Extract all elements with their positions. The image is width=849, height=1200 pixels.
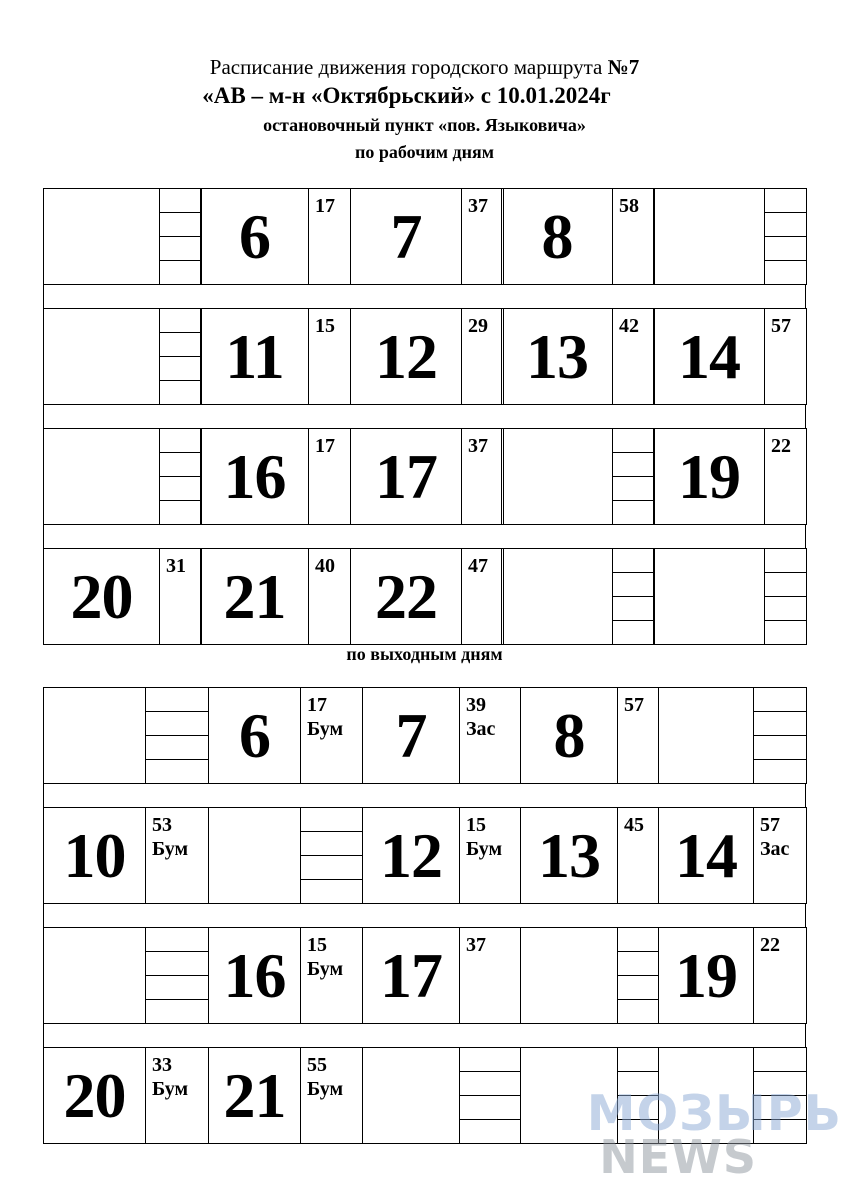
hour-value: 14 [675, 819, 737, 891]
hour-cell [43, 428, 160, 525]
minute-divider [618, 999, 658, 1000]
minute-value: 15 [307, 934, 327, 956]
row-separator [43, 783, 806, 808]
minute-value: 45 [624, 814, 644, 836]
minute-cell [617, 807, 659, 904]
minute-divider [160, 452, 201, 453]
hour-value: 17 [380, 939, 442, 1011]
hour-value: 7 [390, 200, 422, 272]
hour-cell [43, 188, 160, 285]
hour-value: 22 [375, 560, 437, 632]
minute-divider [613, 452, 654, 453]
minute-value: 37 [468, 195, 488, 217]
minute-divider [765, 620, 806, 621]
minute-divider [160, 500, 201, 501]
minute-value: 55 [307, 1054, 327, 1076]
minute-value: 22 [771, 435, 791, 457]
minute-cell [612, 548, 655, 645]
trip-note: Бум [466, 838, 503, 860]
minute-value: 37 [468, 435, 488, 457]
hour-cell [653, 188, 765, 285]
hour-value: 16 [223, 440, 286, 512]
minute-divider [765, 212, 806, 213]
weekends-row [43, 807, 806, 903]
minute-divider [613, 476, 654, 477]
weekends-row [43, 687, 806, 783]
hour-cell [501, 548, 613, 645]
minute-divider [160, 212, 201, 213]
weekdays-row [43, 188, 806, 284]
hour-value: 13 [538, 819, 600, 891]
trip-note: Зас [760, 838, 790, 860]
minute-cell [300, 1047, 363, 1144]
minute-value: 22 [760, 934, 780, 956]
minute-divider [160, 332, 201, 333]
hour-cell [43, 1047, 146, 1144]
minute-cell [612, 188, 655, 285]
hour-cell [200, 308, 309, 405]
minute-value: 31 [166, 555, 186, 577]
hour-value: 14 [678, 320, 740, 392]
minute-cell [764, 428, 807, 525]
schedule-title [0, 55, 849, 80]
hour-cell [200, 188, 309, 285]
minute-divider [613, 596, 654, 597]
minute-divider [460, 1095, 520, 1096]
weekdays-row [43, 428, 806, 524]
minute-cell [459, 807, 521, 904]
minute-value: 47 [468, 555, 488, 577]
minute-cell [459, 1047, 521, 1144]
hour-cell [362, 927, 460, 1024]
minute-cell [159, 188, 202, 285]
minute-cell [300, 807, 363, 904]
hour-value: 8 [553, 699, 585, 771]
minute-value: 15 [315, 315, 335, 337]
minute-divider [301, 879, 362, 880]
hour-value: 10 [63, 819, 126, 891]
hour-cell [658, 927, 754, 1024]
minute-divider [613, 500, 654, 501]
hour-cell [208, 687, 301, 784]
weekdays-row [43, 308, 806, 404]
minute-divider [160, 356, 201, 357]
minute-cell [159, 308, 202, 405]
minute-divider [146, 999, 208, 1000]
minute-divider [618, 1071, 658, 1072]
hour-cell [43, 927, 146, 1024]
minute-cell [753, 687, 807, 784]
hour-cell [653, 308, 765, 405]
minute-cell [461, 188, 504, 285]
minute-cell [308, 188, 351, 285]
hour-cell [658, 807, 754, 904]
minute-cell [612, 428, 655, 525]
hour-cell [200, 548, 309, 645]
minute-divider [613, 620, 654, 621]
minute-divider [765, 236, 806, 237]
hour-value: 21 [223, 1059, 286, 1131]
trip-note: Бум [152, 838, 189, 860]
minute-cell [461, 428, 504, 525]
minute-value: 57 [624, 694, 644, 716]
hour-cell [208, 807, 301, 904]
minute-cell [617, 927, 659, 1024]
minute-value: 29 [468, 315, 488, 337]
trip-note: Бум [307, 1078, 344, 1100]
minute-cell [159, 548, 202, 645]
minute-value: 17 [307, 694, 327, 716]
minute-cell [300, 927, 363, 1024]
hour-cell [200, 428, 309, 525]
minute-cell [753, 927, 807, 1024]
trip-note: Бум [307, 958, 344, 980]
hour-value: 19 [678, 440, 740, 512]
hour-cell [501, 428, 613, 525]
hour-cell [43, 807, 146, 904]
minute-cell [145, 807, 209, 904]
minute-cell [461, 548, 504, 645]
minute-value: 58 [619, 195, 639, 217]
hour-cell [658, 687, 754, 784]
minute-value: 57 [760, 814, 780, 836]
row-separator [43, 284, 806, 309]
row-separator [43, 524, 806, 549]
minute-value: 53 [152, 814, 172, 836]
minute-cell [612, 308, 655, 405]
minute-cell [308, 308, 351, 405]
trip-note: Зас [466, 718, 496, 740]
minute-divider [160, 380, 201, 381]
minute-cell [459, 687, 521, 784]
row-separator [43, 903, 806, 928]
weekends-row [43, 927, 806, 1023]
hour-cell [43, 308, 160, 405]
minute-cell [764, 548, 807, 645]
weekdays-label: по рабочим дням [355, 142, 494, 162]
minute-value: 33 [152, 1054, 172, 1076]
minute-cell [617, 687, 659, 784]
stop-name: остановочный пункт «пов. Языковича» [263, 115, 586, 135]
minute-divider [146, 759, 208, 760]
title-text: Расписание движения городского маршрута [209, 55, 608, 79]
hour-value: 12 [375, 320, 437, 392]
row-separator [43, 1023, 806, 1048]
minute-cell [300, 687, 363, 784]
hour-cell [501, 308, 613, 405]
hour-value: 16 [223, 939, 286, 1011]
minute-divider [160, 476, 201, 477]
minute-divider [301, 855, 362, 856]
row-separator [43, 404, 806, 429]
hour-cell [43, 548, 160, 645]
minute-value: 42 [619, 315, 639, 337]
hour-value: 8 [541, 200, 573, 272]
hour-cell [653, 428, 765, 525]
minute-divider [613, 572, 654, 573]
hour-value: 20 [63, 1059, 126, 1131]
hour-cell [350, 428, 462, 525]
minute-cell [308, 428, 351, 525]
minute-cell [461, 308, 504, 405]
hour-value: 7 [395, 699, 427, 771]
minute-divider [754, 1071, 806, 1072]
watermark-line1: МОЗЫРЬ [586, 1085, 842, 1142]
hour-cell [520, 807, 618, 904]
hour-cell [501, 188, 613, 285]
hour-value: 13 [526, 320, 588, 392]
minute-divider [460, 1119, 520, 1120]
hour-value: 21 [223, 560, 286, 632]
minute-cell [145, 1047, 209, 1144]
weekends-label: по выходным дням [346, 644, 503, 664]
hour-value: 11 [225, 320, 284, 392]
minute-divider [146, 735, 208, 736]
minute-divider [146, 951, 208, 952]
hour-cell [208, 1047, 301, 1144]
minute-divider [146, 975, 208, 976]
hour-value: 6 [239, 200, 270, 272]
minute-cell [145, 687, 209, 784]
hour-cell [208, 927, 301, 1024]
minute-divider [160, 260, 201, 261]
minute-divider [754, 711, 806, 712]
minute-divider [160, 236, 201, 237]
hour-value: 20 [70, 560, 133, 632]
minute-divider [618, 975, 658, 976]
minute-value: 39 [466, 694, 486, 716]
minute-cell [145, 927, 209, 1024]
hour-cell [362, 687, 460, 784]
watermark-line2: NEWS [599, 1130, 757, 1184]
hour-value: 17 [375, 440, 437, 512]
hour-cell [350, 188, 462, 285]
minute-cell [764, 188, 807, 285]
hour-value: 12 [380, 819, 442, 891]
minute-value: 15 [466, 814, 486, 836]
trip-note: Бум [307, 718, 344, 740]
hour-cell [653, 548, 765, 645]
minute-cell [459, 927, 521, 1024]
minute-divider [765, 260, 806, 261]
hour-cell [520, 927, 618, 1024]
minute-cell [308, 548, 351, 645]
minute-value: 37 [466, 934, 486, 956]
minute-divider [765, 572, 806, 573]
minute-cell [764, 308, 807, 405]
minute-divider [618, 951, 658, 952]
minute-value: 57 [771, 315, 791, 337]
hour-cell [362, 807, 460, 904]
minute-cell [159, 428, 202, 525]
weekdays-row [43, 548, 806, 644]
hour-cell [350, 548, 462, 645]
minute-cell [753, 807, 807, 904]
minute-divider [301, 831, 362, 832]
hour-cell [43, 687, 146, 784]
route-number: №7 [607, 55, 640, 79]
minute-divider [754, 759, 806, 760]
minute-value: 17 [315, 435, 335, 457]
hour-cell [520, 687, 618, 784]
minute-value: 17 [315, 195, 335, 217]
trip-note: Бум [152, 1078, 189, 1100]
hour-cell [362, 1047, 460, 1144]
hour-value: 6 [239, 699, 270, 771]
minute-divider [460, 1071, 520, 1072]
minute-value: 40 [315, 555, 335, 577]
route-name: «АВ – м-н «Октябрьский» с 10.01.2024г [202, 83, 611, 108]
minute-divider [765, 596, 806, 597]
minute-divider [754, 735, 806, 736]
minute-divider [146, 711, 208, 712]
hour-value: 19 [675, 939, 737, 1011]
hour-cell [350, 308, 462, 405]
